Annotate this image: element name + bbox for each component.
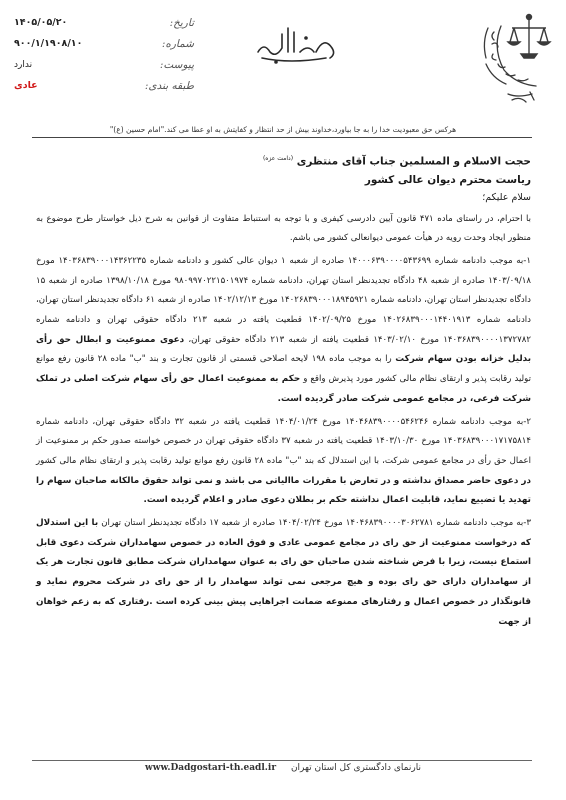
paragraph-1-ruling: حکم به ممنوعیت اعمال حق رأی سهام شرکت اصلی در تملک شرکت فرعی، در مجامع عمومی شرکت صادر گردیده است.	[36, 374, 531, 404]
paragraph-2-ruling: در دعوی حاضر مصداق نداشته و در تعارض با مقررات ماالیاتی می باشد و نمی تواند حقوق مالکانه صاحبان سهام را تهدید یا تضییع نماید، قابلیت اعمال نداشته حکم بر بطلان دعوی صادر و اعلام گردیده است.	[36, 475, 531, 506]
number-row	[14, 33, 194, 54]
footer-divider	[32, 760, 532, 761]
paragraph-1-emphasis: دعوی ممنوعیت و ابطال حق رأی بدلیل خزانه بودن سهام شرکت	[36, 334, 532, 365]
paragraph-intro: با احترام، در راستای ماده ۴۷۱ قانون آیین دادرسی کیفری و با توجه به استنباط متفاوت از قوانین به شرح ذیل خواستار طرح موضوع به منظور ایجاد وحدت رویه در هیأت عمومی دیوانعالی کشور می باشم.	[36, 213, 531, 244]
number-label: شماره:	[161, 37, 194, 50]
salutation-secondary: ریاست محترم دیوان عالی کشور	[364, 173, 531, 186]
classification-row	[14, 75, 194, 96]
classification-value: عادی	[14, 80, 38, 91]
paragraph-2	[36, 413, 531, 512]
letter-meta	[14, 12, 194, 96]
attachment-label: پیوست:	[159, 58, 194, 71]
attachment-row	[14, 54, 194, 75]
paragraph-1-text: ۱-به موجب دادنامه شماره ۱۴۰۰۰۶۳۹۰۰۰۰۵۴۳۶۹۹ صادره از شعبه ۱ دیوان عالی کشور و دادنامه شماره ۱۴۰۳۶۸۳۹۰۰۰۱۴۳۶۲۲۳۵ مورخ ۱۴۰۳/۰۹/۱۸ صادره از شعبه ۴۸ دادگاه تجدیدنظر استان تهران، دادنامه شماره ۹۸۰۹۹۷۰۲۲۱۵۰۱۹۷۴ مورخ ۱۳۹۸/۱۰/۱۸ صادره از شعبه ۱۵ دادگاه تجدیدنظر استان تهران، دادنامه شماره ۱۴۰۲۶۸۳۹۰۰۰۱۸۹۴۵۹۲۱ مورخ ۱۴۰۲/۱۲/۱۳ صادره از شعبه ۶۱ دادگاه تجدیدنظر استان تهران، دادنامه شماره ۱۴۰۲۶۸۳۹۰۰۰۱۴۴۰۱۹۱۳ مورخ ۱۴۰۲/۰۹/۲۵ قطعیت یافته در شعبه ۲۱۳ دادگاه حقوقی تهران و دادنامه شماره ۱۴۰۳۶۸۳۹۰۰۰۰۱۳۷۲۷۸۲ مورخ ۱۴۰۳/۰۲/۱۰ قطعیت یافته از شعبه ۲۱۳ دادگاه حقوقی تهران،	[36, 255, 531, 345]
salutation-primary	[36, 150, 531, 171]
attachment-value: ندارد	[14, 59, 33, 70]
header-quote: هرکس حق معبودیت خدا را به جا بیاورد،خداوند بیش از حد انتظار و کفایتش به او عطا می کند."امام حسین (ع)"	[109, 125, 457, 134]
number-value: ۹۰۰/۱/۱۹۰۸/۱۰	[14, 38, 83, 49]
greeting: سلام علیکم؛	[482, 191, 531, 203]
date-value: ۱۴۰۵/۰۵/۲۰	[14, 17, 68, 28]
paragraph-3-text: ۳-به موجب دادنامه شماره ۱۴۰۴۶۸۳۹۰۰۰۰۳۰۶۲۷۸۱ مورخ ۱۴۰۴/۰۲/۲۴ صادره از شعبه ۱۷ دادگاه تجدیدنظر استان تهران	[101, 518, 531, 529]
letter-body	[36, 150, 531, 632]
salutation-honorific: (دامت عزه)	[262, 155, 294, 162]
footer	[0, 763, 566, 773]
footer-website-link[interactable]: www.Dadgostari-th.eadl.ir	[145, 763, 277, 773]
judiciary-emblem-logo	[446, 8, 556, 108]
letterhead	[0, 0, 566, 124]
footer-label: نارنمای دادگستری کل استان تهران	[290, 763, 421, 773]
date-row	[14, 12, 194, 33]
paragraph-3	[36, 514, 531, 632]
paragraph-3-ruling: با این استدلال که درخواست ممنوعیت از حق رای در مجامع عمومی عادی و فوق العاده در خصوص سهامداران شرکت دعوی قابل استماع نیست، زیرا با فرض شناخته شدن صاحبان حق رای به عنوان سهامداران شرکت مطابق قانون تجارت هر یک از سهامداران دارای حق رای بوده و هیچ مرجعی نمی تواند سهامدار را از حق رای در شرکت محروم نماید و قانونگذار در خصوص اعمال و رفتارهای ممنوعه ضمانت اجراهایی پیش بینی کرده است .رفتاری که به زعم خواهان از جهت	[36, 518, 531, 627]
basmala-calligraphy	[250, 18, 340, 68]
date-label: تاریخ:	[169, 16, 194, 29]
paragraph-1-continued: را به موجب ماده ۱۹۸ لایحه اصلاحی قسمتی از قانون تجارت و بند "ب" ماده ۲۸ قانون رفع موانع تولید رقابت پذیر و ارتقای نظام مالی کشور مورد پذیرش واقع و	[36, 354, 531, 385]
paragraph-1	[36, 252, 531, 410]
classification-label: طبقه بندی:	[144, 79, 194, 92]
paragraph-2-text: ۲-به موجب دادنامه شماره ۱۴۰۴۶۸۳۹۰۰۰۰۵۴۶۲۴۶ مورخ ۱۴۰۴/۰۱/۲۴ قطعیت یافته در شعبه ۳۲ دادگاه حقوقی تهران، دادنامه شماره ۱۴۰۳۶۸۳۹۰۰۰۱۷۱۷۵۸۱۴ مورخ ۱۴۰۳/۱۰/۳۰ قطعیت یافته در شعبه ۳۷ دادگاه حقوقی تهران در خصوص خواسته صدور حکم بر ممنوعیت از اعمال حق رأی در مجامع عمومی شرکت، با این استدلال که بند "ب" ماده ۲۸ قانون رفع موانع تولید رقابت پذیر و ارتقای نظام مالی کشور	[36, 416, 531, 466]
salutation-name: حجت الاسلام و المسلمین جناب آقای منتظری	[296, 155, 531, 168]
header-divider	[32, 137, 532, 138]
